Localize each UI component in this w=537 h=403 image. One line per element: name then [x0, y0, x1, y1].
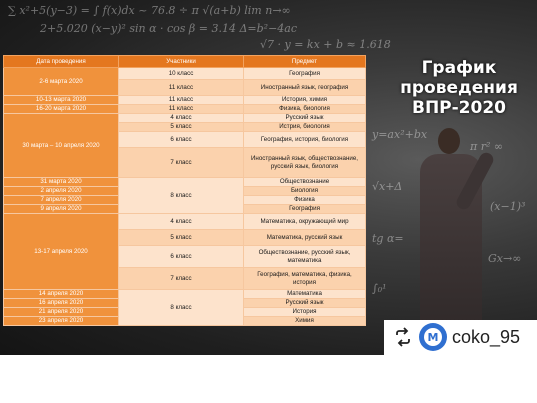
repost-icon: [393, 327, 413, 347]
class-cell: 8 класс: [119, 290, 244, 326]
class-cell: 5 класс: [119, 123, 244, 132]
chalk-formula: ∫₀¹: [372, 282, 387, 295]
date-cell: 14 апреля 2020: [4, 290, 119, 299]
class-cell: 8 класс: [119, 178, 244, 214]
subject-cell: История, химия: [244, 96, 366, 105]
chalk-formula: (x−1)³: [490, 200, 526, 213]
subject-cell: Обществознание, русский язык, математика: [244, 246, 366, 268]
date-cell: 9 апреля 2020: [4, 205, 119, 214]
subject-cell: Иностранный язык, география: [244, 80, 366, 96]
subject-cell: Биология: [244, 187, 366, 196]
date-cell: 23 апреля 2020: [4, 317, 119, 326]
table-row: [4, 68, 366, 80]
page-title: График проведения ВПР-2020: [400, 58, 518, 118]
table-row: [4, 114, 366, 123]
chalk-formula: √7 · y = kx + b ≈ 1.618: [260, 38, 391, 51]
avatar[interactable]: [419, 323, 447, 351]
date-cell: 16-20 марта 2020: [4, 105, 119, 114]
table-header-row: [4, 56, 366, 68]
subject-cell: География, математика, физика, история: [244, 268, 366, 290]
subject-cell: Математика: [244, 290, 366, 299]
chalk-formula: π r² ∞: [470, 140, 504, 153]
date-cell: 31 марта 2020: [4, 178, 119, 187]
subject-cell: Иностранный язык, обществознание, русский язык, биология: [244, 148, 366, 178]
subject-cell: Русский язык: [244, 299, 366, 308]
class-cell: 11 класс: [119, 105, 244, 114]
table-row: [4, 178, 366, 187]
class-cell: 6 класс: [119, 132, 244, 148]
subject-cell: История: [244, 308, 366, 317]
logo-icon: M: [424, 328, 442, 346]
class-cell: 4 класс: [119, 214, 244, 230]
date-cell: 30 марта – 10 апреля 2020: [4, 114, 119, 178]
subject-cell: Истрия, биология: [244, 123, 366, 132]
subject-cell: Обществознание: [244, 178, 366, 187]
chalk-formula: y=ax²+bx: [372, 128, 428, 141]
date-cell: 13-17 апреля 2020: [4, 214, 119, 290]
table-row: [4, 290, 366, 299]
schedule-table: [3, 55, 366, 326]
date-cell: 21 апреля 2020: [4, 308, 119, 317]
chalk-formula: Gx→∞: [488, 252, 522, 265]
class-cell: 7 класс: [119, 268, 244, 290]
subject-cell: Математика, окружающий мир: [244, 214, 366, 230]
footer-area: [0, 355, 537, 403]
header-date: Дата проведения: [4, 56, 119, 68]
chalk-formula: tg α=: [372, 232, 404, 245]
date-cell: 2-6 марта 2020: [4, 68, 119, 96]
chalk-formula: ∑ x²+5(y−3) = ∫ f(x)dx ~ 76.8 ÷ π √(a+b) lim n→∞: [8, 4, 291, 17]
class-cell: 6 класс: [119, 246, 244, 268]
teacher-head: [438, 128, 460, 154]
table-row: [4, 214, 366, 230]
class-cell: 10 класс: [119, 68, 244, 80]
chalk-formula: √x+Δ: [372, 180, 403, 193]
class-cell: 11 класс: [119, 96, 244, 105]
subject-cell: Математика, русский язык: [244, 230, 366, 246]
table-row: [4, 96, 366, 105]
subject-cell: География, история, биология: [244, 132, 366, 148]
subject-cell: География: [244, 205, 366, 214]
subject-cell: Русский язык: [244, 114, 366, 123]
header-subject: Предмет: [244, 56, 366, 68]
table-row: [4, 105, 366, 114]
chalk-formula: 2+5.020 (x−y)² sin α · cos β = 3.14 Δ=b²−4ac: [40, 22, 298, 35]
date-cell: 7 апреля 2020: [4, 196, 119, 205]
header-participants: Участники: [119, 56, 244, 68]
class-cell: 11 класс: [119, 80, 244, 96]
subject-cell: Физика: [244, 196, 366, 205]
date-cell: 16 апреля 2020: [4, 299, 119, 308]
subject-cell: Физика, биология: [244, 105, 366, 114]
date-cell: 2 апреля 2020: [4, 187, 119, 196]
class-cell: 4 класс: [119, 114, 244, 123]
class-cell: 5 класс: [119, 230, 244, 246]
account-handle[interactable]: coko_95: [452, 327, 521, 347]
date-cell: 10-13 марта 2020: [4, 96, 119, 105]
subject-cell: Химия: [244, 317, 366, 326]
subject-cell: География: [244, 68, 366, 80]
class-cell: 7 класс: [119, 148, 244, 178]
